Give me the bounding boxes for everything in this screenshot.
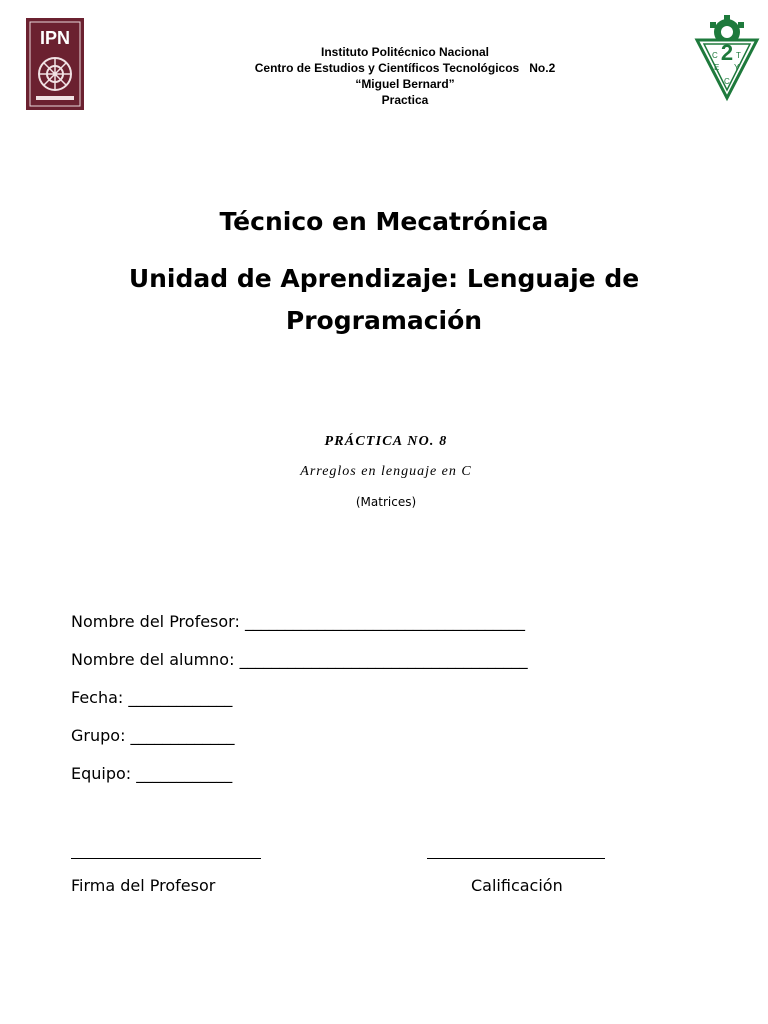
- grade-line: [427, 858, 605, 859]
- school-name: Centro de Estudios y Científicos Tecnológicos No.2: [254, 61, 556, 75]
- grade-label: Calificación: [471, 876, 563, 895]
- unit-title-line1: Unidad de Aprendizaje: Lenguaje de: [128, 264, 640, 293]
- career-title: Técnico en Mecatrónica: [219, 207, 549, 236]
- svg-text:IPN: IPN: [39, 28, 71, 48]
- practice-subtitle: Arreglos en lenguaje en C: [300, 464, 472, 479]
- professor-signature-label: Firma del Profesor: [71, 876, 216, 895]
- svg-text:C: C: [712, 51, 718, 60]
- unit-title: [0, 258, 768, 342]
- svg-text:Y: Y: [734, 63, 740, 72]
- student-name-field: Nombre del alumno: ____________________________________: [71, 650, 528, 669]
- institution-name: Instituto Politécnico Nacional: [320, 45, 490, 59]
- practice-topic: (Matrices): [355, 495, 417, 509]
- svg-text:T: T: [736, 51, 741, 60]
- date-field: Fecha: _____________: [71, 688, 233, 707]
- school-honoree: “Miguel Bernard”: [355, 77, 455, 91]
- document-type: Practica: [381, 93, 429, 107]
- unit-title-line2: Programación: [285, 306, 483, 335]
- cecyt-logo: [694, 14, 760, 102]
- professor-signature-line: [71, 858, 261, 859]
- svg-text:C: C: [724, 77, 730, 86]
- practice-number: PRÁCTICA NO. 8: [324, 434, 448, 449]
- institution-header: [200, 44, 610, 108]
- svg-text:2: 2: [720, 40, 734, 65]
- group-field: Grupo: _____________: [71, 726, 235, 745]
- ipn-logo: [26, 18, 84, 110]
- professor-name-field: Nombre del Profesor: ___________________________________: [71, 612, 525, 631]
- team-field: Equipo: ____________: [71, 764, 233, 783]
- svg-text:E: E: [714, 63, 720, 72]
